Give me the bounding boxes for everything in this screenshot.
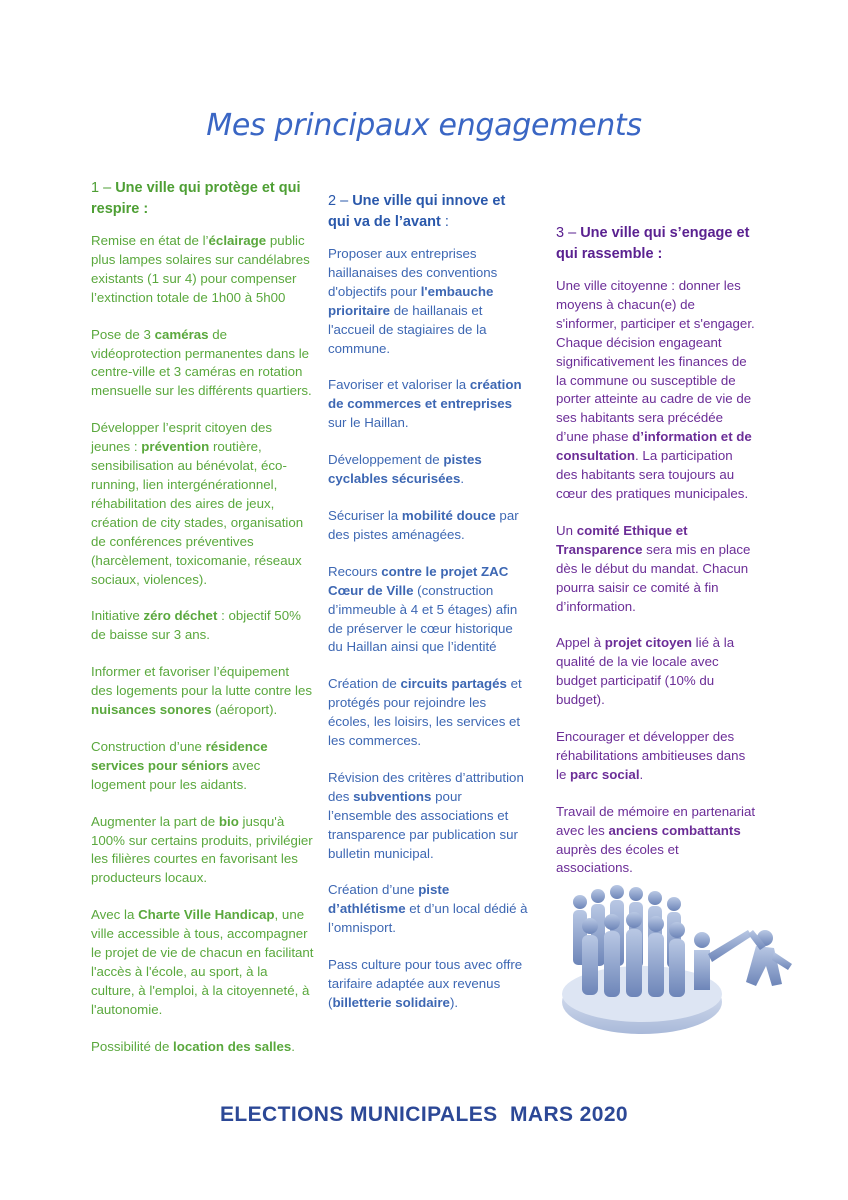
- engagement-keyword: circuits partagés: [400, 676, 507, 692]
- heading-number: 2 –: [328, 193, 353, 209]
- heading-title: Une ville qui s’engage et qui rassemble :: [556, 225, 750, 262]
- engagement-text: Appel à: [556, 635, 605, 651]
- engagement-keyword: parc social: [570, 766, 640, 782]
- engagement-text: et d’un local dédié à l’omnisport.: [328, 901, 528, 936]
- community-illustration: [560, 882, 810, 1052]
- engagement-text: ).: [449, 995, 459, 1010]
- engagement-keyword: zéro déchet: [143, 608, 218, 624]
- engagement-item: [91, 663, 314, 720]
- engagement-text: par des pistes aménagées.: [328, 507, 519, 542]
- engagement-keyword: anciens combattants: [608, 822, 741, 838]
- engagement-text: Création d’une: [328, 882, 419, 898]
- engagement-text: Révision des critères d’attribution des: [328, 769, 524, 804]
- engagement-text: Avec la: [91, 907, 139, 923]
- engagement-item: [91, 1038, 314, 1057]
- engagement-text: Construction d’une: [91, 738, 206, 754]
- engagement-keyword: nuisances sonores: [91, 702, 212, 718]
- engagement-text: Développer l’esprit citoyen des jeunes :: [91, 420, 273, 455]
- engagement-item: [91, 232, 314, 308]
- engagement-text: public plus lampes solaires sur candélabres existants (1 sur 4) pour compenser l’extinction totale de 1h00 à 5h00: [91, 233, 310, 305]
- engagement-keyword: d’information et de consultation: [556, 429, 752, 464]
- engagement-text: Augmenter la part de: [91, 813, 219, 829]
- engagement-text: avec logement pour les aidants.: [91, 757, 261, 792]
- engagement-item: [328, 245, 528, 358]
- engagement-keyword: Charte Ville Handicap: [138, 907, 275, 923]
- engagement-keyword: pistes cyclables sécurisées: [328, 452, 482, 487]
- engagement-keyword: projet citoyen: [604, 635, 692, 651]
- engagement-text: Un: [556, 522, 577, 538]
- engagement-item: [91, 813, 314, 889]
- engagement-keyword: éclairage: [208, 233, 267, 248]
- engagement-text: Travail de mémoire en partenariat avec les: [556, 803, 756, 838]
- engagement-item: [328, 769, 528, 864]
- engagement-text: Proposer aux entreprises haillanaises des conventions d'objectifs pour: [328, 246, 498, 299]
- column-heading: [91, 178, 314, 220]
- engagement-item: [328, 507, 528, 545]
- footer-banner: ELECTIONS MUNICIPALES MARS 2020: [220, 1103, 628, 1126]
- engagement-text: Pass culture pour tous avec offre tarifaire adaptée aux revenus (: [328, 957, 523, 1010]
- engagement-keyword: piste d’athlétisme: [328, 882, 450, 917]
- engagement-text: Une ville citoyenne : donner les moyens à chacun(e) de s'informer, participer et s'engager. Chaque décision engageant significativement les finances de la commune ou susceptible de porter atteinte au cadre de vie de ses habitants sera précédée d’une phase: [556, 278, 755, 445]
- engagement-text: .: [291, 1038, 295, 1054]
- engagement-text: de vidéoprotection permanentes dans le centre-ville et 3 caméras en rotation mensuelle sur les différents quartiers.: [91, 326, 312, 399]
- engagement-item: [328, 451, 528, 489]
- engagement-item: [328, 675, 528, 751]
- engagement-keyword: création de commerces et entreprises: [328, 377, 522, 412]
- engagement-text: jusqu'à 100% sur certains produits, privilégier les filières courtes en favorisant les producteurs locaux.: [91, 813, 313, 886]
- column-1: [91, 178, 314, 1075]
- column-2: [328, 191, 528, 1031]
- heading-title: Une ville qui innove et qui va de l’avant: [328, 193, 506, 230]
- heading-title: Une ville qui protège et qui respire :: [91, 180, 301, 217]
- engagement-item: [328, 956, 528, 1013]
- engagement-text: sur le Haillan.: [328, 415, 409, 431]
- engagement-text: .: [460, 471, 465, 487]
- engagement-item: [556, 522, 756, 617]
- engagement-item: [328, 376, 528, 433]
- engagement-keyword: contre le projet ZAC Cœur de Ville: [328, 563, 509, 598]
- engagement-text: Initiative: [91, 608, 144, 624]
- engagement-item: [91, 738, 314, 795]
- engagement-text: Sécuriser la: [328, 507, 402, 523]
- engagement-item: [91, 419, 314, 589]
- engagement-keyword: caméras: [154, 326, 209, 342]
- engagement-item: [91, 326, 314, 402]
- engagement-text: Possibilité de: [91, 1038, 174, 1054]
- engagement-keyword: l'embauche prioritaire: [328, 283, 494, 318]
- engagement-keyword: résidence services pour séniors: [91, 738, 268, 773]
- heading-number: 3 –: [556, 225, 581, 241]
- engagement-keyword: prévention: [141, 439, 210, 455]
- column-3: [556, 223, 756, 896]
- engagement-text: . La participation des habitants sera toujours au cœur des pratiques municipales.: [556, 448, 749, 501]
- heading-tail: :: [440, 214, 449, 230]
- engagement-item: [328, 563, 528, 658]
- engagement-keyword: comité Ethique et Transparence: [556, 522, 688, 557]
- engagement-text: Encourager et développer des réhabilitations ambitieuses dans le: [556, 729, 746, 782]
- engagement-text: routière, sensibilisation au bénévolat, éco-running, lien intergénérationnel, réhabilitation des aires de jeux, création de city stades, organisation de conférences préventives (harcèlement, toxicomanie, réseaux sociaux, violences).: [91, 439, 304, 587]
- engagement-text: Recours: [328, 563, 382, 579]
- engagement-keyword: subventions: [353, 788, 432, 804]
- page-title: Mes principaux engagements: [206, 108, 642, 143]
- engagement-text: de haillanais et l'accueil de stagiaires de la commune.: [328, 302, 487, 356]
- engagement-text: Favoriser et valoriser la: [328, 377, 470, 393]
- engagement-text: Création de: [328, 676, 401, 692]
- engagement-keyword: billetterie solidaire: [332, 995, 450, 1010]
- engagement-item: [91, 607, 314, 645]
- engagement-text: Pose de 3: [91, 326, 155, 342]
- engagement-text: auprès des écoles et associations.: [556, 841, 679, 876]
- engagement-text: Remise en état de l’: [91, 233, 209, 248]
- column-heading: [328, 191, 528, 233]
- engagement-keyword: location des salles: [173, 1038, 292, 1054]
- engagement-item: [556, 803, 756, 879]
- engagement-text: (aéroport).: [211, 702, 278, 718]
- engagement-text: Informer et favoriser l’équipement des logements pour la lutte contre les: [91, 664, 313, 699]
- heading-number: 1 –: [91, 180, 116, 196]
- engagement-item: [556, 277, 756, 504]
- engagement-text: lié à la qualité de la vie locale avec budget participatif (10% du budget).: [556, 635, 735, 708]
- engagement-text: .: [639, 766, 644, 782]
- engagement-item: [91, 906, 314, 1019]
- engagement-item: [556, 728, 756, 785]
- engagement-text: , une ville accessible à tous, accompagner le projet de vie de chacun en facilitant l'accès à l'école, au sport, à la culture, à l'emploi, à la citoyenneté, à l'autonomie.: [91, 907, 314, 1017]
- engagement-keyword: bio: [218, 813, 239, 829]
- column-heading: [556, 223, 756, 265]
- engagement-text: pour l’ensemble des associations et transparence par publication sur bulletin municipal.: [328, 788, 518, 861]
- engagement-text: sera mis en place dès le début du mandat. Chacun pourra saisir ce comité à fin d’information.: [556, 541, 751, 614]
- engagement-text: et protégés pour rejoindre les écoles, les loisirs, les services et les commerces.: [328, 676, 522, 749]
- engagement-keyword: mobilité douce: [401, 507, 496, 523]
- engagement-text: (construction d’immeuble à 4 et 5 étages) afin de préserver le cœur historique du Haillan ainsi que l’identité: [328, 582, 518, 655]
- engagement-text: : objectif 50% de baisse sur 3 ans.: [91, 608, 301, 643]
- engagement-item: [556, 634, 756, 710]
- engagement-item: [328, 881, 528, 938]
- engagement-text: Développement de: [328, 452, 444, 468]
